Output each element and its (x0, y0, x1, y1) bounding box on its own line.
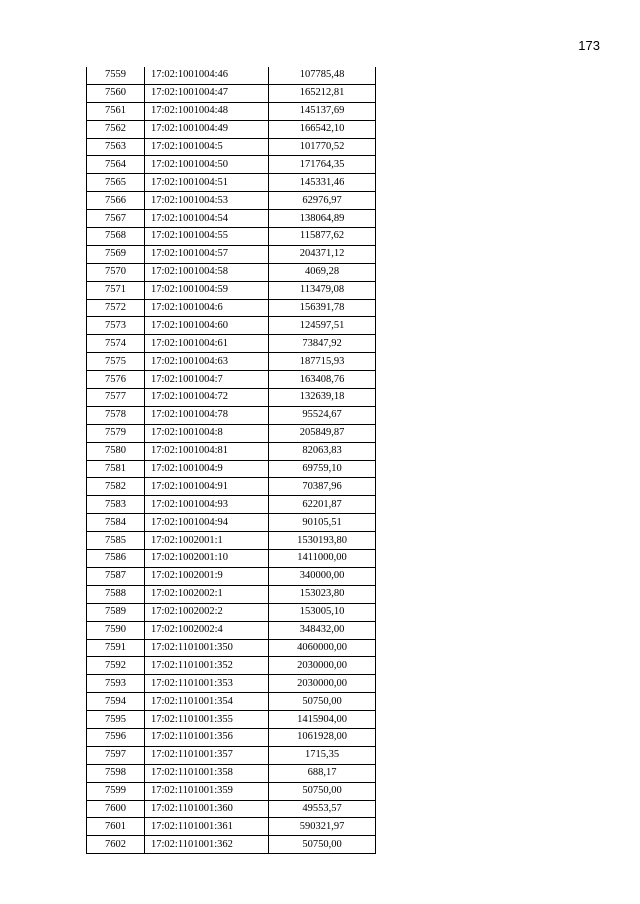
table-row (87, 818, 376, 836)
cadastral-number-cell: 17:02:1001004:51 (145, 174, 269, 192)
cadastral-number-cell: 17:02:1001004:47 (145, 84, 269, 102)
value-cell: 171764,35 (269, 156, 376, 174)
table-row (87, 389, 376, 407)
cadastral-number-cell: 17:02:1101001:360 (145, 800, 269, 818)
table-row (87, 156, 376, 174)
value-cell: 62201,87 (269, 496, 376, 514)
row-number-cell: 7599 (87, 782, 145, 800)
cadastral-number-cell: 17:02:1101001:359 (145, 782, 269, 800)
cadastral-number-cell: 17:02:1101001:354 (145, 693, 269, 711)
value-cell: 69759,10 (269, 460, 376, 478)
row-number-cell: 7561 (87, 102, 145, 120)
table-row (87, 764, 376, 782)
value-cell: 1061928,00 (269, 728, 376, 746)
row-number-cell: 7592 (87, 657, 145, 675)
cadastral-number-cell: 17:02:1101001:350 (145, 639, 269, 657)
cadastral-number-cell: 17:02:1001004:59 (145, 281, 269, 299)
cadastral-number-cell: 17:02:1002001:1 (145, 532, 269, 550)
table-row (87, 693, 376, 711)
cadastral-number-cell: 17:02:1001004:58 (145, 263, 269, 281)
value-cell: 2030000,00 (269, 657, 376, 675)
row-number-cell: 7562 (87, 120, 145, 138)
table-row (87, 120, 376, 138)
value-cell: 204371,12 (269, 245, 376, 263)
cadastral-number-cell: 17:02:1002002:4 (145, 621, 269, 639)
value-cell: 73847,92 (269, 335, 376, 353)
cadastral-number-cell: 17:02:1001004:5 (145, 138, 269, 156)
cadastral-number-cell: 17:02:1001004:53 (145, 192, 269, 210)
row-number-cell: 7575 (87, 353, 145, 371)
table-row (87, 174, 376, 192)
value-cell: 2030000,00 (269, 675, 376, 693)
row-number-cell: 7574 (87, 335, 145, 353)
table-row (87, 317, 376, 335)
table-row (87, 478, 376, 496)
value-cell: 187715,93 (269, 353, 376, 371)
value-cell: 145331,46 (269, 174, 376, 192)
cadastral-number-cell: 17:02:1001004:6 (145, 299, 269, 317)
row-number-cell: 7601 (87, 818, 145, 836)
row-number-cell: 7567 (87, 210, 145, 228)
row-number-cell: 7581 (87, 460, 145, 478)
table-row (87, 102, 376, 120)
table-row (87, 192, 376, 210)
table-row (87, 514, 376, 532)
row-number-cell: 7559 (87, 67, 145, 84)
cadastral-number-cell: 17:02:1001004:9 (145, 460, 269, 478)
cadastral-number-cell: 17:02:1002002:1 (145, 585, 269, 603)
table-row (87, 675, 376, 693)
table-row (87, 406, 376, 424)
value-cell: 688,17 (269, 764, 376, 782)
row-number-cell: 7598 (87, 764, 145, 782)
cadastral-number-cell: 17:02:1001004:8 (145, 424, 269, 442)
table-row (87, 496, 376, 514)
value-cell: 70387,96 (269, 478, 376, 496)
table-row (87, 657, 376, 675)
value-cell: 107785,48 (269, 67, 376, 84)
value-cell: 138064,89 (269, 210, 376, 228)
table-row (87, 550, 376, 568)
table-row (87, 424, 376, 442)
value-cell: 50750,00 (269, 782, 376, 800)
cadastral-number-cell: 17:02:1101001:353 (145, 675, 269, 693)
cadastral-number-cell: 17:02:1001004:49 (145, 120, 269, 138)
value-cell: 153005,10 (269, 603, 376, 621)
value-cell: 82063,83 (269, 442, 376, 460)
row-number-cell: 7597 (87, 746, 145, 764)
value-cell: 165212,81 (269, 84, 376, 102)
table-row (87, 263, 376, 281)
table-row (87, 335, 376, 353)
value-cell: 49553,57 (269, 800, 376, 818)
row-number-cell: 7573 (87, 317, 145, 335)
table-row (87, 442, 376, 460)
value-cell: 132639,18 (269, 389, 376, 407)
cadastral-number-cell: 17:02:1101001:361 (145, 818, 269, 836)
value-cell: 590321,97 (269, 818, 376, 836)
value-cell: 1415904,00 (269, 711, 376, 729)
table-row (87, 138, 376, 156)
cadastral-number-cell: 17:02:1101001:357 (145, 746, 269, 764)
value-cell: 101770,52 (269, 138, 376, 156)
cadastral-value-table (86, 67, 376, 854)
row-number-cell: 7602 (87, 836, 145, 854)
row-number-cell: 7580 (87, 442, 145, 460)
cadastral-number-cell: 17:02:1001004:7 (145, 371, 269, 389)
value-cell: 153023,80 (269, 585, 376, 603)
table-row (87, 621, 376, 639)
value-cell: 1715,35 (269, 746, 376, 764)
row-number-cell: 7578 (87, 406, 145, 424)
table-row (87, 711, 376, 729)
table-row (87, 532, 376, 550)
value-cell: 115877,62 (269, 228, 376, 246)
row-number-cell: 7577 (87, 389, 145, 407)
value-cell: 1411000,00 (269, 550, 376, 568)
value-cell: 205849,87 (269, 424, 376, 442)
row-number-cell: 7560 (87, 84, 145, 102)
table-row (87, 228, 376, 246)
cadastral-number-cell: 17:02:1101001:355 (145, 711, 269, 729)
cadastral-number-cell: 17:02:1002001:10 (145, 550, 269, 568)
row-number-cell: 7590 (87, 621, 145, 639)
cadastral-number-cell: 17:02:1101001:356 (145, 728, 269, 746)
cadastral-number-cell: 17:02:1002002:2 (145, 603, 269, 621)
row-number-cell: 7570 (87, 263, 145, 281)
row-number-cell: 7584 (87, 514, 145, 532)
cadastral-number-cell: 17:02:1001004:60 (145, 317, 269, 335)
cadastral-number-cell: 17:02:1001004:55 (145, 228, 269, 246)
value-cell: 113479,08 (269, 281, 376, 299)
table-row (87, 84, 376, 102)
table-row (87, 210, 376, 228)
row-number-cell: 7576 (87, 371, 145, 389)
row-number-cell: 7579 (87, 424, 145, 442)
value-cell: 90105,51 (269, 514, 376, 532)
value-cell: 1530193,80 (269, 532, 376, 550)
table-row (87, 245, 376, 263)
table-row (87, 728, 376, 746)
cadastral-number-cell: 17:02:1001004:78 (145, 406, 269, 424)
value-cell: 4060000,00 (269, 639, 376, 657)
cadastral-number-cell: 17:02:1001004:54 (145, 210, 269, 228)
value-cell: 163408,76 (269, 371, 376, 389)
table-row (87, 782, 376, 800)
row-number-cell: 7582 (87, 478, 145, 496)
value-cell: 50750,00 (269, 836, 376, 854)
cadastral-number-cell: 17:02:1101001:358 (145, 764, 269, 782)
row-number-cell: 7585 (87, 532, 145, 550)
cadastral-number-cell: 17:02:1101001:352 (145, 657, 269, 675)
value-cell: 50750,00 (269, 693, 376, 711)
row-number-cell: 7589 (87, 603, 145, 621)
table-body (87, 67, 376, 854)
cadastral-number-cell: 17:02:1001004:72 (145, 389, 269, 407)
value-cell: 340000,00 (269, 567, 376, 585)
row-number-cell: 7572 (87, 299, 145, 317)
cadastral-number-cell: 17:02:1001004:81 (145, 442, 269, 460)
value-cell: 124597,51 (269, 317, 376, 335)
cadastral-number-cell: 17:02:1002001:9 (145, 567, 269, 585)
row-number-cell: 7591 (87, 639, 145, 657)
row-number-cell: 7596 (87, 728, 145, 746)
row-number-cell: 7594 (87, 693, 145, 711)
table-row (87, 67, 376, 84)
value-cell: 156391,78 (269, 299, 376, 317)
value-cell: 95524,67 (269, 406, 376, 424)
row-number-cell: 7588 (87, 585, 145, 603)
cadastral-number-cell: 17:02:1001004:91 (145, 478, 269, 496)
cadastral-number-cell: 17:02:1001004:50 (145, 156, 269, 174)
table-row (87, 836, 376, 854)
value-cell: 62976,97 (269, 192, 376, 210)
row-number-cell: 7565 (87, 174, 145, 192)
cadastral-number-cell: 17:02:1001004:63 (145, 353, 269, 371)
cadastral-number-cell: 17:02:1101001:362 (145, 836, 269, 854)
cadastral-number-cell: 17:02:1001004:93 (145, 496, 269, 514)
row-number-cell: 7595 (87, 711, 145, 729)
table-row (87, 353, 376, 371)
table-row (87, 299, 376, 317)
value-cell: 348432,00 (269, 621, 376, 639)
row-number-cell: 7568 (87, 228, 145, 246)
cadastral-number-cell: 17:02:1001004:46 (145, 67, 269, 84)
value-cell: 145137,69 (269, 102, 376, 120)
table-row (87, 746, 376, 764)
row-number-cell: 7587 (87, 567, 145, 585)
row-number-cell: 7563 (87, 138, 145, 156)
table-row (87, 281, 376, 299)
value-cell: 166542,10 (269, 120, 376, 138)
row-number-cell: 7586 (87, 550, 145, 568)
table-row (87, 371, 376, 389)
row-number-cell: 7593 (87, 675, 145, 693)
table-row (87, 585, 376, 603)
row-number-cell: 7583 (87, 496, 145, 514)
table-row (87, 800, 376, 818)
row-number-cell: 7600 (87, 800, 145, 818)
cadastral-number-cell: 17:02:1001004:61 (145, 335, 269, 353)
value-cell: 4069,28 (269, 263, 376, 281)
row-number-cell: 7566 (87, 192, 145, 210)
table-row (87, 639, 376, 657)
row-number-cell: 7571 (87, 281, 145, 299)
table-row (87, 460, 376, 478)
row-number-cell: 7569 (87, 245, 145, 263)
row-number-cell: 7564 (87, 156, 145, 174)
table-row (87, 603, 376, 621)
table-row (87, 567, 376, 585)
page-number: 173 (578, 38, 600, 53)
cadastral-number-cell: 17:02:1001004:94 (145, 514, 269, 532)
cadastral-number-cell: 17:02:1001004:57 (145, 245, 269, 263)
cadastral-number-cell: 17:02:1001004:48 (145, 102, 269, 120)
